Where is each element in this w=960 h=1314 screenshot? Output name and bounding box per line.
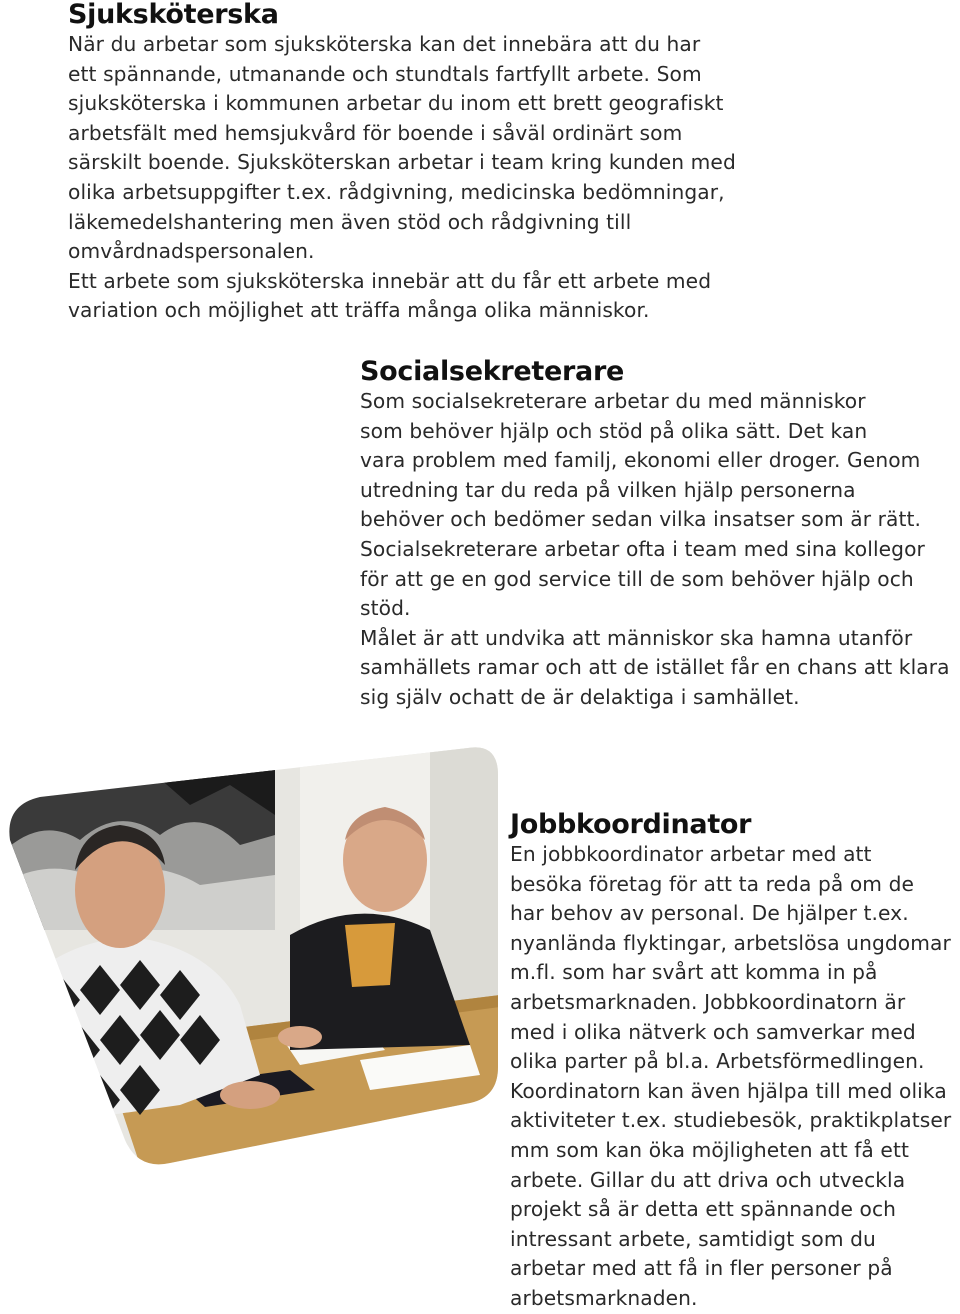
section-socialsekreterare bbox=[360, 357, 960, 713]
heading-sjukskoterska: Sjuksköterska bbox=[68, 0, 279, 30]
text-line: arbete. Gillar du att driva och utveckla bbox=[510, 1167, 906, 1192]
text-line: som behöver hjälp och stöd på olika sätt. Det kan bbox=[360, 418, 868, 443]
paragraph bbox=[510, 840, 960, 1314]
heading-socialsekreterare: Socialsekreterare bbox=[360, 356, 624, 387]
text-line: Koordinatorn kan även hjälpa till med olika bbox=[510, 1078, 947, 1103]
text-line: nyanlända flyktingar, arbetslösa ungdomar bbox=[510, 930, 951, 955]
text-line: läkemedelshantering men även stöd och rådgivning till bbox=[68, 209, 632, 234]
text-line: Socialsekreterare arbetar ofta i team med sina kollegor bbox=[360, 536, 925, 561]
text-line: m.fl. som har svårt att komma in på bbox=[510, 960, 878, 985]
paragraph bbox=[68, 267, 948, 326]
text-line: ett spännande, utmanande och stundtals fartfyllt arbete. Som bbox=[68, 61, 702, 86]
text-line: Målet är att undvika att människor ska hamna utanför bbox=[360, 625, 913, 650]
text-line: omvårdnadspersonalen. bbox=[68, 239, 315, 264]
text-line: intressant arbete, samtidigt som du bbox=[510, 1226, 876, 1251]
text-line: vara problem med familj, ekonomi eller droger. Genom bbox=[360, 448, 921, 473]
text-line: har behov av personal. De hjälper t.ex. bbox=[510, 901, 909, 926]
paragraph bbox=[68, 30, 948, 267]
text-line: aktiviteter t.ex. studiebesök, praktikplatser bbox=[510, 1108, 952, 1133]
text-line: En jobbkoordinator arbetar med att bbox=[510, 842, 872, 866]
text-line: variation och möjlighet att träffa många olika människor. bbox=[68, 298, 650, 323]
text-line: projekt så är detta ett spännande och bbox=[510, 1197, 897, 1222]
photo-two-men-at-table bbox=[0, 745, 500, 1165]
text-line: När du arbetar som sjuksköterska kan det innebära att du har bbox=[68, 32, 701, 56]
text-line: stöd. bbox=[360, 596, 411, 621]
section-sjukskoterska bbox=[68, 0, 948, 326]
text-line: för att ge en god service till de som behöver hjälp och bbox=[360, 566, 914, 591]
text-line: behöver och bedömer sedan vilka insatser som är rätt. bbox=[360, 507, 922, 532]
text-line: sig själv ochatt de är delaktiga i samhället. bbox=[360, 684, 800, 709]
text-line: särskilt boende. Sjuksköterskan arbetar i team kring kunden med bbox=[68, 150, 736, 175]
text-line: arbetsmarknaden. Jobbkoordinatorn är bbox=[510, 989, 906, 1014]
text-line: arbetsmarknaden. bbox=[510, 1285, 698, 1310]
text-line: olika parter på bl.a. Arbetsförmedlingen. bbox=[510, 1049, 925, 1074]
text-line: arbetsfält med hemsjukvård för boende i såväl ordinärt som bbox=[68, 120, 683, 145]
text-line: olika arbetsuppgifter t.ex. rådgivning, medicinska bedömningar, bbox=[68, 179, 725, 204]
section-jobbkoordinator bbox=[510, 810, 960, 1314]
text-line: med i olika nätverk och samverkar med bbox=[510, 1019, 916, 1044]
text-line: Som socialsekreterare arbetar du med människor bbox=[360, 389, 866, 413]
body-socialsekreterare bbox=[360, 387, 960, 713]
text-line: utredning tar du reda på vilken hjälp personerna bbox=[360, 477, 856, 502]
text-line: mm som kan öka möjligheten att få ett bbox=[510, 1137, 909, 1162]
text-line: arbetar med att få in fler personer på bbox=[510, 1256, 893, 1281]
paragraph bbox=[360, 624, 960, 713]
text-line: besöka företag för att ta reda på om de bbox=[510, 871, 915, 896]
heading-jobbkoordinator: Jobbkoordinator bbox=[510, 809, 752, 840]
paragraph bbox=[360, 387, 960, 624]
text-line: Ett arbete som sjuksköterska innebär att du får ett arbete med bbox=[68, 268, 712, 293]
body-jobbkoordinator bbox=[510, 840, 960, 1314]
text-line: samhällets ramar och att de istället får en chans att klara bbox=[360, 655, 950, 680]
body-sjukskoterska bbox=[68, 30, 948, 326]
text-line: sjuksköterska i kommunen arbetar du inom ett brett geografiskt bbox=[68, 91, 724, 116]
